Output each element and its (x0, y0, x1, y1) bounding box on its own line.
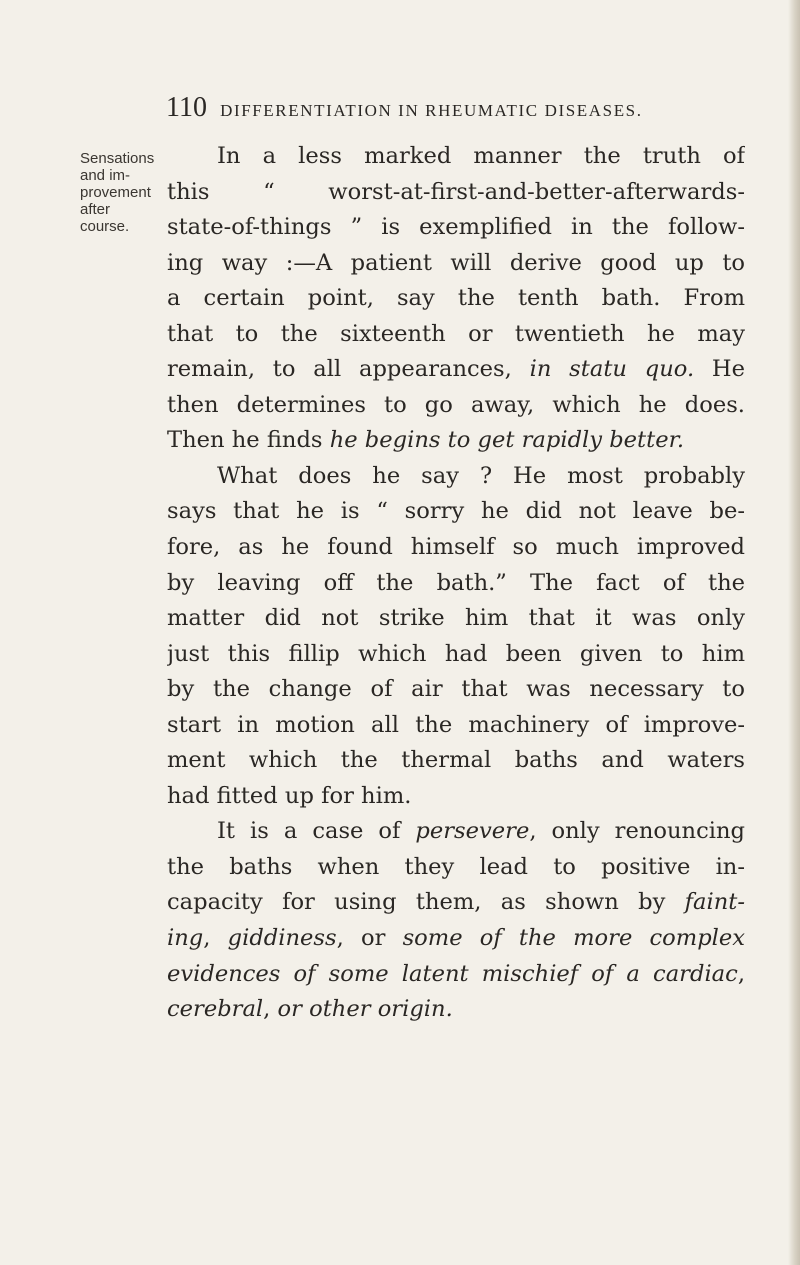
text-run: It is a case of (217, 818, 416, 845)
italic-run: faint- (684, 889, 745, 916)
text-line (167, 992, 745, 1028)
paragraph (167, 139, 745, 459)
text-line: ment which the thermal baths and waters (167, 747, 745, 774)
italic-run: in statu quo. (529, 356, 695, 383)
margin-note-line: and im- (80, 167, 131, 184)
paragraph (167, 814, 745, 1027)
margin-note-line: Sensations (80, 150, 155, 167)
text-run: , (737, 960, 745, 987)
text-line (167, 423, 745, 459)
text-line: matter did not strike him that it was only (167, 605, 745, 632)
italic-run: he begins to get rapidly better. (329, 427, 685, 454)
body-text (167, 139, 745, 1028)
text-line: a certain point, say the tenth bath. From (167, 285, 745, 312)
text-line: says that he is “ sorry he did not leave be- (167, 498, 745, 525)
text-line (167, 352, 745, 388)
margin-note-line: course. (80, 218, 130, 235)
italic-run: some of the more complex (402, 925, 745, 952)
margin-note (80, 150, 170, 235)
margin-note-line: provement (80, 184, 151, 201)
text-run: He (694, 356, 745, 383)
text-run: Then he finds (167, 427, 330, 454)
text-line: by the change of air that was necessary to (167, 676, 745, 703)
paragraph (167, 459, 745, 814)
text-line: then determines to go away, which he does. (167, 391, 745, 418)
text-line (167, 885, 745, 921)
text-line: In a less marked manner the truth of (217, 143, 745, 169)
text-line: had fitted up for him. (167, 782, 412, 809)
page-number: 110 (166, 92, 207, 123)
text-line: that to the sixteenth or twentieth he may (167, 320, 745, 347)
text-line: by leaving off the bath.” The fact of the (167, 569, 745, 596)
text-run: , (263, 996, 278, 1023)
italic-run: cerebral (167, 996, 264, 1023)
italic-run: giddiness (227, 925, 337, 952)
text-run: capacity for using them, as shown by (167, 889, 685, 916)
text-line: ing way :—A patient will derive good up to (167, 249, 745, 276)
text-run: remain, to all appearances, (167, 356, 530, 383)
text-run: , or (336, 925, 403, 952)
text-line: fore, as he found himself so much improved (167, 534, 745, 561)
text-run: , (203, 925, 228, 952)
text-line (167, 921, 745, 957)
italic-run: or other origin. (277, 996, 453, 1023)
italic-run: persevere (415, 818, 530, 845)
text-line: start in motion all the machinery of improve- (167, 711, 745, 738)
italic-run: evidences of some latent mischief of a cardiac (167, 960, 738, 987)
text-line: What does he say ? He most probably (217, 462, 745, 489)
text-line (167, 957, 745, 993)
text-run: , only renouncing (529, 818, 745, 845)
text-line (167, 814, 745, 850)
text-line: the baths when they lead to positive in- (167, 853, 745, 880)
running-head: DIFFERENTIATION IN RHEUMATIC DISEASES. (220, 101, 643, 120)
italic-run: ing (167, 925, 204, 952)
page-header (166, 92, 746, 124)
text-line: state-of-things ” is exemplified in the follow- (167, 214, 745, 241)
text-line: this “ worst-at-first-and-better-afterwards- (167, 178, 745, 205)
text-line: just this fillip which had been given to him (167, 640, 745, 667)
margin-note-line: after (80, 201, 111, 218)
page-edge-shadow (788, 0, 800, 1265)
